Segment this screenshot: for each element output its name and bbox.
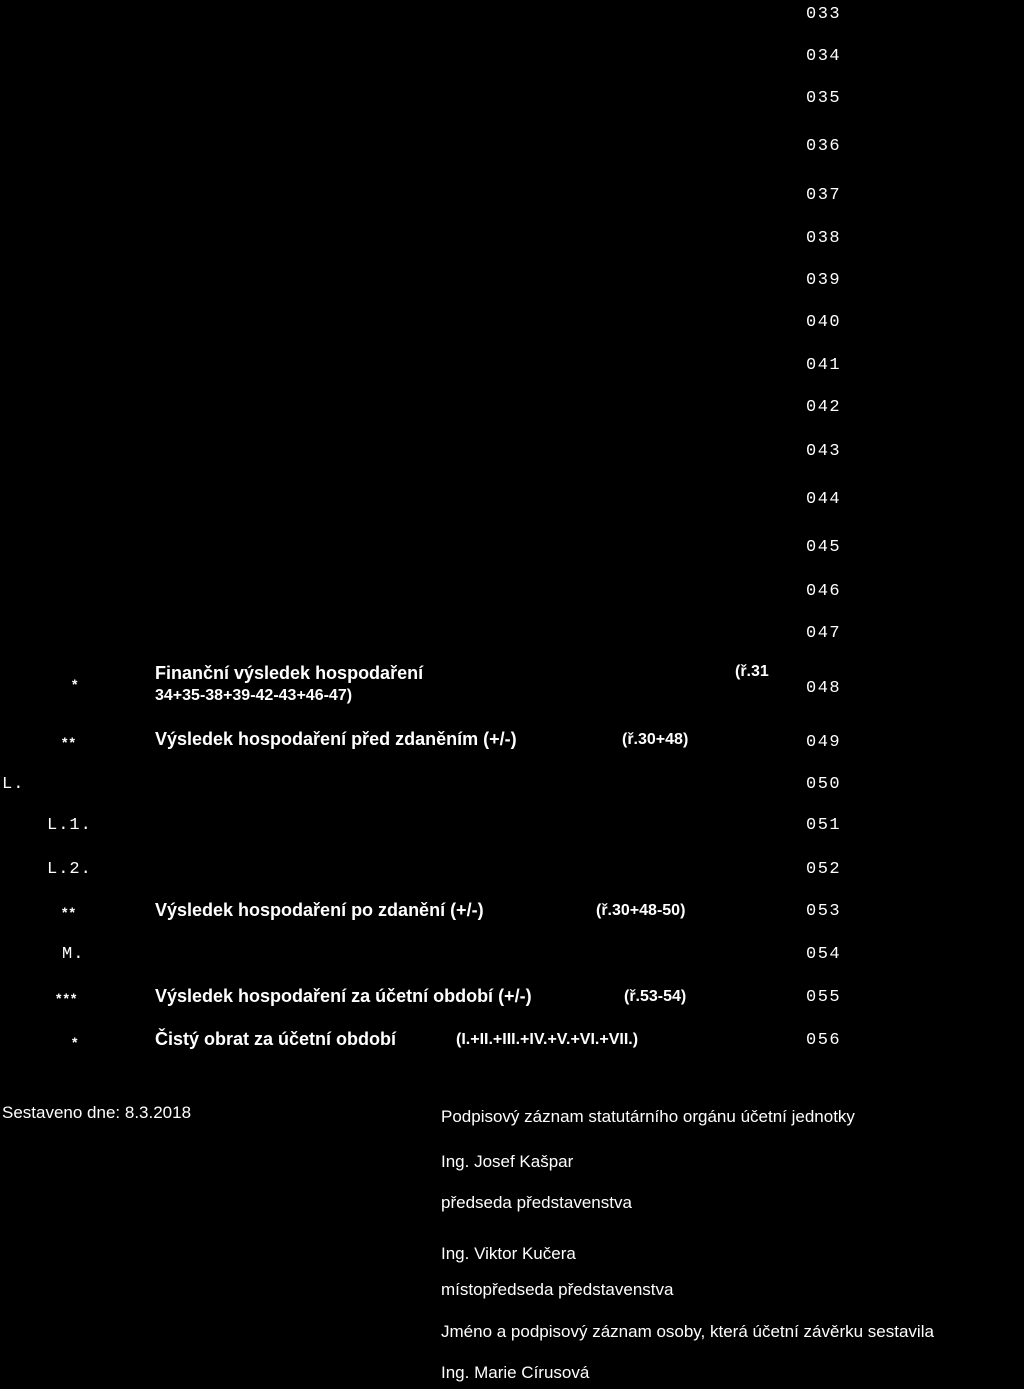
compiler-heading: Jméno a podpisový záznam osoby, která účetní závěrku sestavila <box>441 1322 934 1341</box>
row-formula-continued: 34+35-38+39-42-43+46-47) <box>155 687 353 704</box>
row-marker: *** <box>56 990 79 1006</box>
row-number: 039 <box>806 271 842 290</box>
row-number: 034 <box>806 47 842 66</box>
row-number: 047 <box>806 624 842 643</box>
row-number: 040 <box>806 313 842 332</box>
row-number: 045 <box>806 538 842 557</box>
row-code: M. <box>62 945 85 964</box>
row-marker: * <box>72 1034 80 1050</box>
row-formula: (ř.30+48) <box>622 731 689 748</box>
row-number: 053 <box>806 902 842 921</box>
row-number: 049 <box>806 733 842 752</box>
row-marker: * <box>72 676 80 692</box>
row-label: Výsledek hospodaření po zdanění (+/-) <box>155 900 484 920</box>
row-number: 033 <box>806 5 842 24</box>
row-formula: (ř.53-54) <box>624 988 687 1005</box>
row-number: 038 <box>806 229 842 248</box>
row-number: 036 <box>806 137 842 156</box>
row-number: 054 <box>806 945 842 964</box>
row-label: Výsledek hospodaření před zdaněním (+/-) <box>155 729 517 749</box>
row-number: 050 <box>806 775 842 794</box>
row-formula: (ř.30+48-50) <box>596 902 686 919</box>
row-number: 042 <box>806 398 842 417</box>
row-number: 037 <box>806 186 842 205</box>
row-number: 046 <box>806 582 842 601</box>
row-number: 041 <box>806 356 842 375</box>
signatory-name: Ing. Viktor Kučera <box>441 1244 576 1263</box>
signatory-role: předseda představenstva <box>441 1193 632 1212</box>
row-code: L. <box>2 775 25 794</box>
signature-heading: Podpisový záznam statutárního orgánu účetní jednotky <box>441 1107 855 1126</box>
row-number: 052 <box>806 860 842 879</box>
row-number: 048 <box>806 679 842 698</box>
row-code: L.2. <box>47 860 92 879</box>
row-marker: ** <box>62 904 77 920</box>
row-formula: (ř.31 <box>735 663 769 680</box>
row-label: Finanční výsledek hospodaření <box>155 663 424 683</box>
row-number: 055 <box>806 988 842 1007</box>
row-number: 051 <box>806 816 842 835</box>
compiled-date: Sestaveno dne: 8.3.2018 <box>2 1103 192 1122</box>
signatory-role: místopředseda představenstva <box>441 1280 674 1299</box>
compiler-name: Ing. Marie Círusová <box>441 1363 590 1382</box>
row-label: Čistý obrat za účetní období <box>155 1029 397 1049</box>
row-number: 043 <box>806 442 842 461</box>
row-formula: (I.+II.+III.+IV.+V.+VI.+VII.) <box>456 1031 639 1048</box>
row-number: 035 <box>806 89 842 108</box>
row-number: 056 <box>806 1031 842 1050</box>
row-label: Výsledek hospodaření za účetní období (+/-) <box>155 986 532 1006</box>
row-marker: ** <box>62 734 77 750</box>
row-code: L.1. <box>47 816 92 835</box>
signatory-name: Ing. Josef Kašpar <box>441 1152 574 1171</box>
row-number: 044 <box>806 490 842 509</box>
